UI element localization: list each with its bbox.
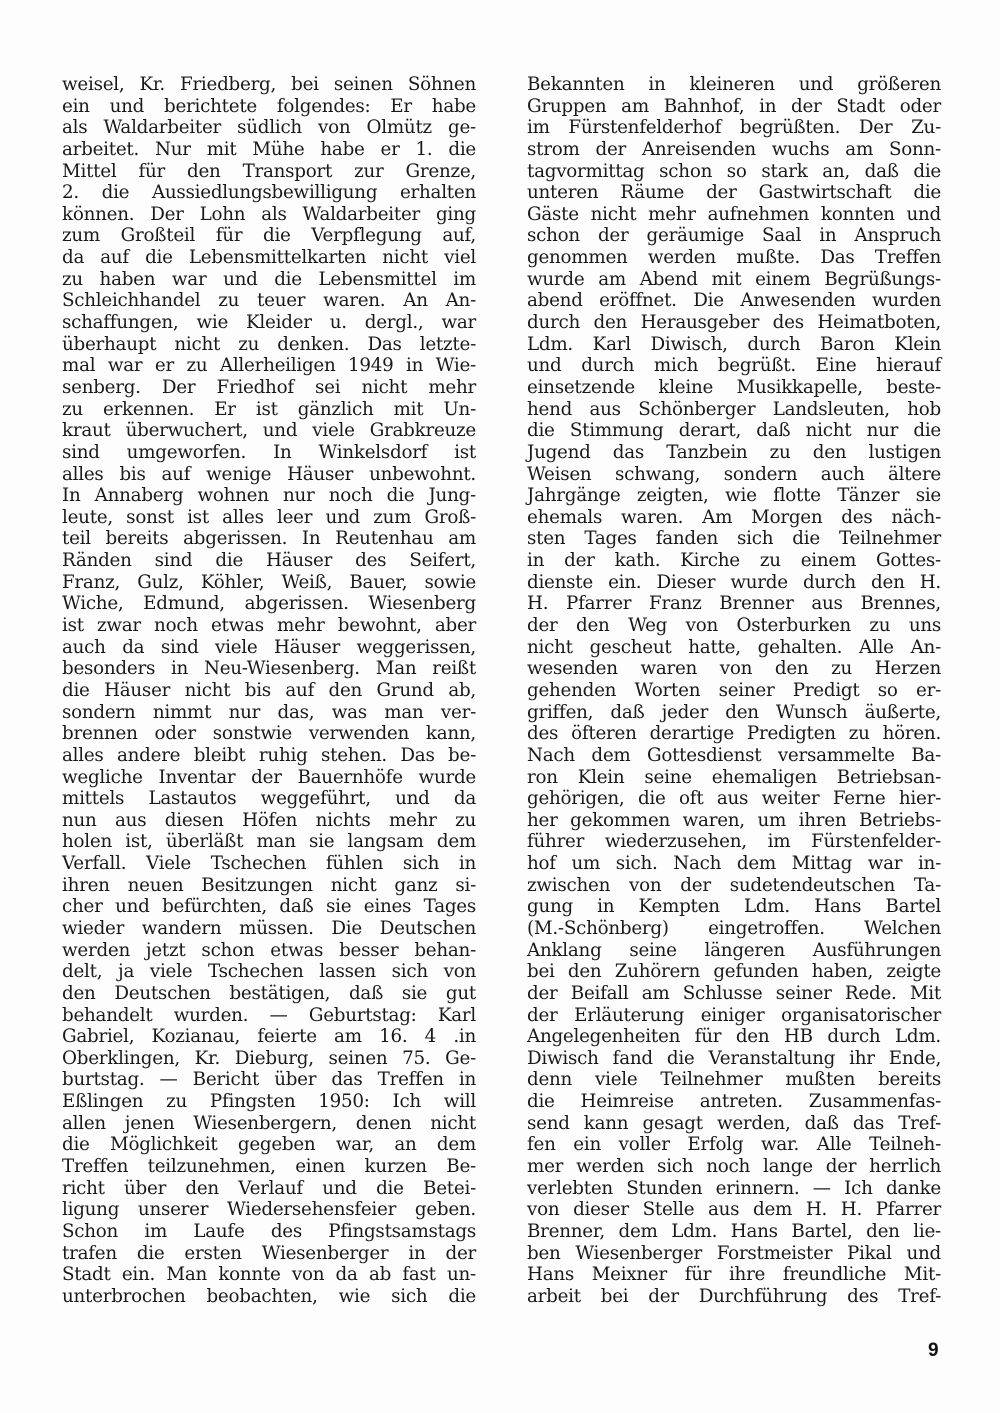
text-line: leute, sonst ist alles leer und zum Groß- [62, 506, 476, 528]
text-line: Gäste nicht mehr aufnehmen konnten und [527, 203, 941, 225]
text-line: ehemals waren. Am Morgen des näch- [527, 506, 941, 528]
text-line: weisel, Kr. Friedberg, bei seinen Söhnen [62, 74, 476, 95]
text-line: zu erkennen. Er ist gänzlich mit Un- [62, 398, 476, 420]
text-line: als Waldarbeiter südlich von Olmütz ge- [62, 117, 476, 139]
text-line: gehörigen, die oft aus weiter Ferne hier- [527, 788, 941, 810]
text-line: die Heimreise antreten. Zusammenfas- [527, 1091, 941, 1113]
text-line: hend aus Schönberger Landsleuten, hob [527, 398, 941, 420]
text-line: H. Pfarrer Franz Brenner aus Brennes, [527, 593, 941, 615]
text-line: Schon im Laufe des Pfingstsamstags [62, 1220, 476, 1242]
text-line: zwischen von der sudetendeutschen Ta- [527, 874, 941, 896]
text-line: richt über den Verlauf und die Betei- [62, 1177, 476, 1199]
text-line: Gabriel, Kozianau, feierte am 16. 4 .in [62, 1026, 476, 1048]
text-line: mittels Lastautos weggeführt, und da [62, 788, 476, 810]
text-line: auch da sind viele Häuser weggerissen, [62, 636, 476, 658]
text-line: Verfall. Viele Tschechen fühlen sich in [62, 853, 476, 875]
text-line: Franz, Gulz, Köhler, Weiß, Bauer, sowie [62, 571, 476, 593]
text-line: unteren Räume der Gastwirtschaft die [527, 182, 941, 204]
text-line: Gruppen am Bahnhof, in der Stadt oder [527, 95, 941, 117]
text-line: überhaupt nicht zu denken. Das letzte- [62, 333, 476, 355]
text-line: In Annaberg wohnen nur noch die Jung- [62, 485, 476, 507]
text-line: im Fürstenfelderhof begrüßten. Der Zu- [527, 117, 941, 139]
text-line: sind umgeworfen. In Winkelsdorf ist [62, 441, 476, 463]
text-line: verlebten Stunden erinnern. — Ich danke [527, 1177, 941, 1199]
text-line: die Möglichkeit gegeben war, an dem [62, 1134, 476, 1156]
text-line: Jahrgänge zeigten, wie flotte Tänzer sie [527, 485, 941, 507]
text-line: Nach dem Gottesdienst versammelte Ba- [527, 744, 941, 766]
text-line: Jugend das Tanzbein zu den lustigen [527, 441, 941, 463]
text-line: bei den Zuhörern gefunden haben, zeigte [527, 961, 941, 983]
text-line: nicht gescheut hatte, gehalten. Alle An- [527, 636, 941, 658]
text-line: burtstag. — Bericht über das Treffen in [62, 1069, 476, 1091]
text-line: wieder wandern müssen. Die Deutschen [62, 917, 476, 939]
text-line: send kann gesagt werden, daß das Tref- [527, 1112, 941, 1134]
page-number: 9 [928, 1340, 939, 1361]
text-line: strom der Anreisenden wuchs am Sonn- [527, 138, 941, 160]
text-line: denn viele Teilnehmer mußten bereits [527, 1069, 941, 1091]
text-line: kraut überwuchert, und viele Grabkreuze [62, 420, 476, 442]
text-line: Schleichhandel zu teuer waren. An An- [62, 290, 476, 312]
text-line: Treffen teilzunehmen, einen kurzen Be- [62, 1156, 476, 1178]
text-line: mer werden sich noch lange der herrlich [527, 1156, 941, 1178]
text-line: Stadt ein. Man konnte von da ab fast un- [62, 1264, 476, 1286]
text-line: zum Großteil für die Verpflegung auf, [62, 225, 476, 247]
text-line: des öfteren derartige Predigten zu hören. [527, 723, 941, 745]
text-line: mal war er zu Allerheiligen 1949 in Wie- [62, 355, 476, 377]
text-line: arbeit bei der Durchführung des Tref- [527, 1285, 941, 1307]
text-line: fen ein voller Erfolg war. Alle Teilneh- [527, 1134, 941, 1156]
text-line: von dieser Stelle aus dem H. H. Pfarrer [527, 1199, 941, 1221]
text-line: senberg. Der Friedhof sei nicht mehr [62, 376, 476, 398]
text-line: den Deutschen bestätigen, daß sie gut [62, 982, 476, 1004]
text-line: ron Klein seine ehemaligen Betriebsan- [527, 766, 941, 788]
text-line: einsetzende kleine Musikkapelle, beste- [527, 376, 941, 398]
text-line: wurde am Abend mit einem Begrüßungs- [527, 268, 941, 290]
text-line: holen ist, überläßt man sie langsam dem [62, 831, 476, 853]
text-line: ist zwar noch etwas mehr bewohnt, aber [62, 615, 476, 637]
text-line: Mittel für den Transport zur Grenze, [62, 160, 476, 182]
text-line: schaffungen, wie Kleider u. dergl., war [62, 312, 476, 334]
text-line: gung in Kempten Ldm. Hans Bartel [527, 896, 941, 918]
text-line: teil bereits abgerissen. In Reutenhau am [62, 528, 476, 550]
text-line: Eßlingen zu Pfingsten 1950: Ich will [62, 1091, 476, 1113]
text-line: unterbrochen beobachten, wie sich die [62, 1285, 476, 1307]
text-line: cher und befürchten, daß sie eines Tages [62, 896, 476, 918]
text-line: nun aus diesen Höfen nichts mehr zu [62, 809, 476, 831]
text-line: genommen werden mußte. Das Treffen [527, 247, 941, 269]
text-line: sten Tages fanden sich die Teilnehmer [527, 528, 941, 550]
text-line: (M.-Schönberg) eingetroffen. Welchen [527, 917, 941, 939]
text-line: schon der geräumige Saal in Anspruch [527, 225, 941, 247]
text-line: zu haben war und die Lebensmittel im [62, 268, 476, 290]
text-line: Brenner, dem Ldm. Hans Bartel, den lie- [527, 1220, 941, 1242]
text-line: tagvormittag schon so stark an, daß die [527, 160, 941, 182]
text-line: hof um sich. Nach dem Mittag war in- [527, 853, 941, 875]
text-line: die Häuser nicht bis auf den Grund ab, [62, 679, 476, 701]
text-line: wegliche Inventar der Bauernhöfe wurde [62, 766, 476, 788]
text-line: in der kath. Kirche zu einem Gottes- [527, 550, 941, 572]
text-line: abend eröffnet. Die Anwesenden wurden [527, 290, 941, 312]
text-line: wesenden waren von den zu Herzen [527, 658, 941, 680]
text-line: der Beifall am Schlusse seiner Rede. Mit [527, 982, 941, 1004]
text-line: ligung unserer Wiedersehensfeier geben. [62, 1199, 476, 1221]
text-line: delt, ja viele Tschechen lassen sich von [62, 961, 476, 983]
text-line: können. Der Lohn als Waldarbeiter ging [62, 203, 476, 225]
text-line: Hans Meixner für ihre freundliche Mit- [527, 1264, 941, 1286]
text-line: alles bis auf wenige Häuser unbewohnt. [62, 463, 476, 485]
text-line: und durch mich begrüßt. Eine hierauf [527, 355, 941, 377]
text-line: führer wiederzusehen, im Fürstenfelder- [527, 831, 941, 853]
text-line: die Stimmung derart, daß nicht nur die [527, 420, 941, 442]
text-line: der Erläuterung einiger organisatorischer [527, 1004, 941, 1026]
text-line: ben Wiesenberger Forstmeister Pikal und [527, 1242, 941, 1264]
right-text-column [527, 74, 941, 1308]
text-line: arbeitet. Nur mit Mühe habe er 1. die [62, 138, 476, 160]
text-line: besonders in Neu-Wiesenberg. Man reißt [62, 658, 476, 680]
text-line: gehenden Worten seiner Predigt so er- [527, 679, 941, 701]
text-line: der den Weg von Osterburken zu uns [527, 615, 941, 637]
text-line: Bekannten in kleineren und größeren [527, 74, 941, 95]
text-line: ein und berichtete folgendes: Er habe [62, 95, 476, 117]
text-line: brennen oder sonstwie verwenden kann, [62, 723, 476, 745]
text-line: Ränden sind die Häuser des Seifert, [62, 550, 476, 572]
text-line: Weisen schwang, sondern auch ältere [527, 463, 941, 485]
text-line: Ldm. Karl Diwisch, durch Baron Klein [527, 333, 941, 355]
text-line: griffen, daß jeder den Wunsch äußerte, [527, 701, 941, 723]
text-line: Wiche, Edmund, abgerissen. Wiesenberg [62, 593, 476, 615]
text-line: her gekommen waren, um ihren Betriebs- [527, 809, 941, 831]
text-line: trafen die ersten Wiesenberger in der [62, 1242, 476, 1264]
text-line: Angelegenheiten für den HB durch Ldm. [527, 1026, 941, 1048]
text-line: da auf die Lebensmittelkarten nicht viel [62, 247, 476, 269]
text-line: 2. die Aussiedlungsbewilligung erhalten [62, 182, 476, 204]
text-line: Anklang seine längeren Ausführungen [527, 939, 941, 961]
text-line: Oberklingen, Kr. Dieburg, seinen 75. Ge- [62, 1047, 476, 1069]
text-line: dienste ein. Dieser wurde durch den H. [527, 571, 941, 593]
text-line: behandelt wurden. — Geburtstag: Karl [62, 1004, 476, 1026]
text-line: allen jenen Wiesenbergern, denen nicht [62, 1112, 476, 1134]
text-line: ihren neuen Besitzungen nicht ganz si- [62, 874, 476, 896]
text-line: werden jetzt schon etwas besser behan- [62, 939, 476, 961]
text-line: alles andere bleibt ruhig stehen. Das be- [62, 744, 476, 766]
text-line: sondern nimmt nur das, was man ver- [62, 701, 476, 723]
text-line: Diwisch fand die Veranstaltung ihr Ende, [527, 1047, 941, 1069]
text-line: durch den Herausgeber des Heimatboten, [527, 312, 941, 334]
left-text-column [62, 74, 476, 1308]
